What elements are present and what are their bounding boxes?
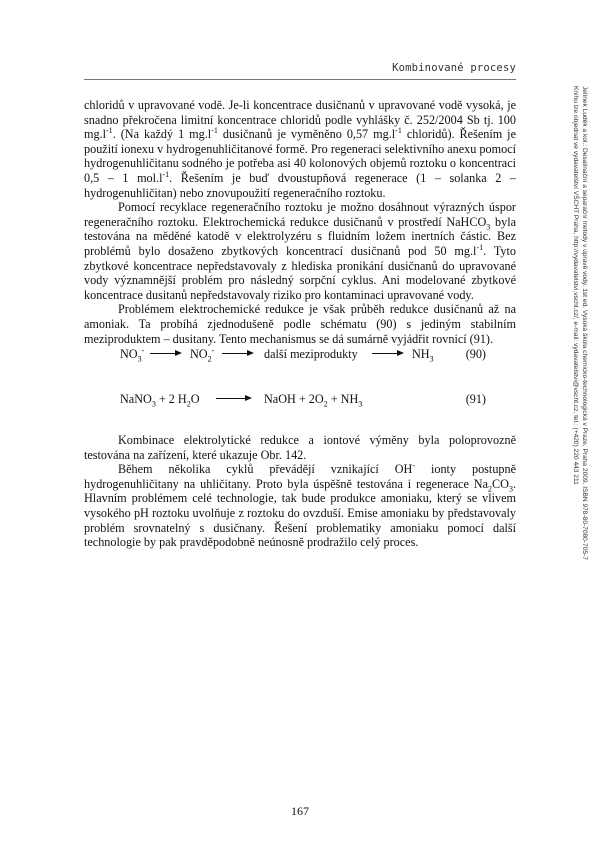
eq91-rhs-2: + NH bbox=[327, 392, 359, 406]
eq90-a-sup: - bbox=[141, 345, 145, 355]
paragraph-4: Kombinace elektrolytické redukce a iontové výměny byla poloprovozně testována na zařízení, které ukazuje Obr. 142. bbox=[84, 433, 516, 462]
paragraph-5 bbox=[84, 462, 516, 550]
eq90-b: NO bbox=[190, 347, 208, 361]
reaction-arrow bbox=[150, 353, 180, 354]
eq90-b-sup: - bbox=[211, 345, 215, 355]
eq91-rhs-1: NaOH + 2O bbox=[264, 392, 324, 406]
p1-text-5: . Řešením je buď dvoustupňová regenerace (1 – solanka 2 – hydrogenuhličitan) nebo znovupoužití regeneračního roztoku. bbox=[84, 170, 516, 200]
eq90-intermediates: další meziprodukty bbox=[264, 347, 358, 361]
eq90-b-sub: 2 bbox=[207, 354, 212, 364]
body-text-top bbox=[84, 98, 516, 346]
p2-sup-1: -1 bbox=[476, 242, 484, 252]
eq91-lhs-sub-2: 2 bbox=[186, 399, 191, 409]
side-note-line-1: Jelínek Luděk a kol.: Desalinační a separační metody v úpravě vody. 1st ed. Vysoká škola chemicko-technologická v Praze, Praha 2009. ISBN 978-80-7080-705-7 bbox=[581, 86, 588, 560]
eq90-nitrate bbox=[120, 347, 144, 362]
p1-text-2: . (Na každý 1 mg.l bbox=[112, 127, 212, 142]
p5-sub-2: 3 bbox=[508, 484, 513, 494]
eq91-lhs bbox=[120, 392, 200, 407]
p1-sup-4: -1 bbox=[162, 169, 170, 179]
side-note-line-2: Knihu lze objednat ve vydavatelství VŠCHT Praha, http://vydavatelstvi.vscht.cz/, e-mail: vydavatelstvi@vscht.cz, tel.: (+420) 220 443 211 bbox=[572, 86, 579, 485]
side-note bbox=[531, 86, 589, 686]
paragraph-2 bbox=[84, 200, 516, 302]
p5-sup-1: - bbox=[412, 461, 416, 471]
eq91-lhs-3: O bbox=[190, 392, 200, 406]
p1-text-3: dusičnanů je vyměněno 0,57 mg.l bbox=[217, 127, 396, 142]
p1-sup-1: -1 bbox=[106, 126, 113, 136]
equation-number: (91) bbox=[465, 392, 486, 406]
eq91-lhs-2: + 2 H bbox=[155, 392, 187, 406]
eq91-lhs-1: NaNO bbox=[120, 392, 152, 406]
eq91-rhs-sub: 2 bbox=[323, 399, 328, 409]
equation-91 bbox=[120, 392, 516, 410]
p5-sub-1: 2 bbox=[488, 484, 493, 494]
p5-text-4: . Hlavním problémem celé technologie, tak bude produkce amoniaku, který se vlivem vysokého pH roztoku uvolňuje z roztoku do ovzduší. Emise amoniaku by představovaly problém srovnatelný s dusičnany. Řešení problematiky amoniaku pomocí další technologie by pak pravděpodobně neúnosně prodražilo celý proces. bbox=[84, 476, 516, 550]
p1-text-4: chloridů). Řešením je použití ionexu v hydrogenuhličitanové formě. Pro regeneraci selektivního anexu pomocí hydrogenuhličitanu sodného je potřeba asi 40 kolonových objemů roztoku o koncentraci 0,5 – 1 mol.l bbox=[84, 127, 516, 185]
p1-sup-3: -1 bbox=[395, 126, 402, 136]
p5-text-2: ionty postupně hydrogenuhličitany na uhličitany. Proto byla úspěšně testována i regenerace Na bbox=[84, 462, 517, 491]
eq91-lhs-sub: 3 bbox=[151, 399, 156, 409]
eq90-a-sub: 3 bbox=[137, 354, 142, 364]
p1-sup-2: -1 bbox=[211, 126, 218, 136]
reaction-arrow bbox=[372, 353, 402, 354]
p2-sub-1: 3 bbox=[486, 222, 491, 232]
p2-text-3: . Tyto zbytkové koncentrace nepředstavovaly z hlediska pronikání dusičnanů do upravované vody významnější problém pro následný sorpční cyklus. Ani modelované zbytkové koncentrace dusitanů nepředstavovaly riziko pro kontaminaci upravované vody. bbox=[84, 243, 516, 302]
eq90-nitrite bbox=[190, 347, 214, 362]
p2-text-2: byla testována na měděné katodě v elektrolyzéru s fluidním ložem inertních částic. Bez problémů bylo dosaženo zbytkových koncentrací dusičnanů pod 50 mg.l bbox=[84, 214, 517, 258]
eq90-d-sub: 3 bbox=[429, 354, 434, 364]
reaction-arrow bbox=[222, 353, 252, 354]
page-number: 167 bbox=[291, 804, 309, 818]
side-note-text bbox=[571, 86, 589, 686]
equation-90 bbox=[120, 347, 516, 365]
p1-text-1: chloridů v upravované vodě. Je-li koncentrace dusičnanů v upravované vodě vysoká, je snadno překročena limitní koncentrace chloridů podle vyhlášky č. 252/2004 Sb tj. 100 mg.l bbox=[84, 98, 516, 142]
eq91-rhs-sub-2: 3 bbox=[358, 399, 363, 409]
running-header: Kombinované procesy bbox=[392, 62, 516, 74]
header-rule bbox=[84, 79, 516, 80]
equation-number: (90) bbox=[465, 347, 486, 361]
body-text-bottom bbox=[84, 433, 516, 550]
eq90-d: NH bbox=[412, 347, 430, 361]
reaction-arrow bbox=[216, 398, 250, 399]
eq90-a: NO bbox=[120, 347, 138, 361]
p5-text-1: Během několika cyklů převádějí vznikající OH bbox=[118, 462, 413, 477]
paragraph-1 bbox=[84, 98, 516, 200]
paragraph-3: Problémem elektrochemické redukce je však průběh redukce dusičnanů až na amoniak. Ta probíhá zjednodušeně podle schématu (90) s jediným stabilním meziproduktem – dusitany. Tento mechanismus se dá sumárně vyjádřit rovnicí (91). bbox=[84, 302, 516, 346]
eq91-rhs bbox=[264, 392, 362, 407]
eq90-ammonia bbox=[412, 347, 434, 362]
p5-text-3: CO bbox=[492, 476, 509, 491]
p2-text-1: Pomocí recyklace regeneračního roztoku je možno dosáhnout výrazných úspor regeneračního roztoku. Elektrochemická redukce dusičnanů v prostředí NaHCO bbox=[84, 200, 516, 229]
